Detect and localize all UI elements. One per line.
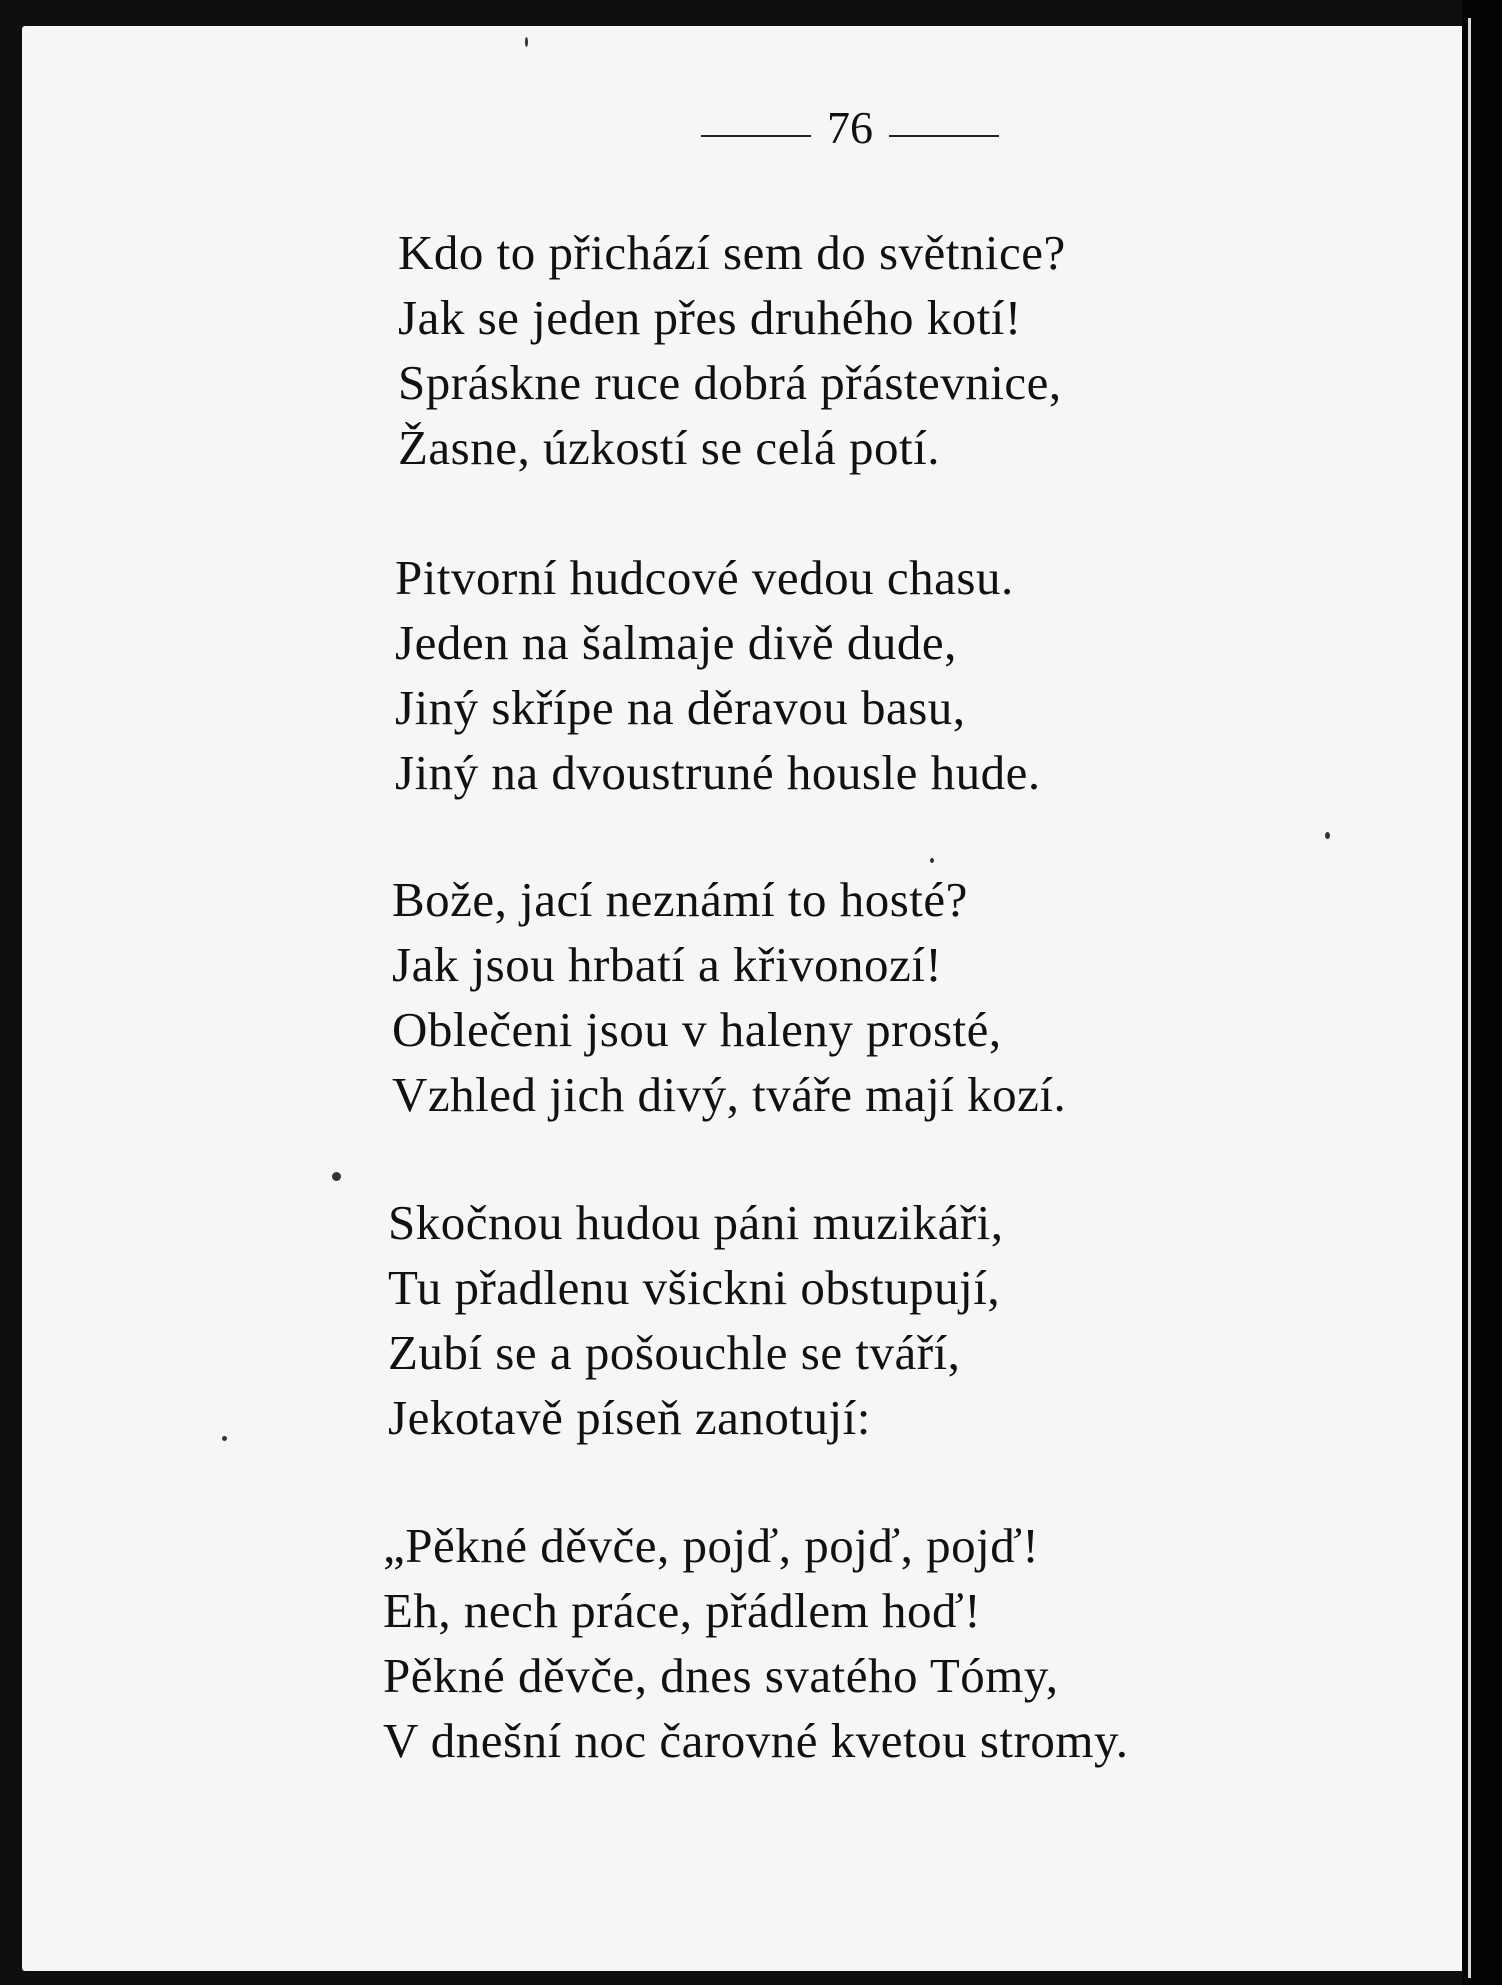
verse-line: Jak jsou hrbatí a křivonozí! xyxy=(392,937,943,992)
print-speck xyxy=(1325,832,1330,839)
print-speck xyxy=(930,858,934,863)
verse-line: Žasne, úzkostí se celá potí. xyxy=(398,420,940,475)
stanza-5 xyxy=(383,1513,1129,1773)
verse-line: Pěkné děvče, dnes svatého Tómy, xyxy=(383,1648,1059,1703)
verse-line: Jeden na šalmaje divě dude, xyxy=(395,615,957,670)
stanza-1 xyxy=(398,220,1066,480)
verse-line: Spráskne ruce dobrá přástevnice, xyxy=(398,355,1062,410)
verse-line: Jak se jeden přes druhého kotí! xyxy=(398,290,1022,345)
print-speck xyxy=(222,1436,227,1441)
verse-line: Jekotavě píseň zanotují: xyxy=(388,1390,871,1445)
verse-line: Jiný skřípe na děravou basu, xyxy=(395,680,966,735)
stanza-4 xyxy=(388,1190,1004,1450)
stanza-3 xyxy=(392,867,1066,1127)
verse-line: Bože, jací neznámí to hosté? xyxy=(392,872,968,927)
print-speck xyxy=(525,37,528,47)
verse-line: Zubí se a pošouchle se tváří, xyxy=(388,1325,961,1380)
verse-line: V dnešní noc čarovné kvetou stromy. xyxy=(383,1713,1129,1768)
verse-line: Jiný na dvoustruné housle hude. xyxy=(395,745,1041,800)
print-speck xyxy=(332,1172,341,1181)
verse-line: Skočnou hudou páni muzikáři, xyxy=(388,1195,1004,1250)
header-rule-left xyxy=(701,135,811,137)
page-number: 76 xyxy=(827,102,873,153)
page-header xyxy=(660,102,1040,153)
header-rule-right xyxy=(889,135,999,137)
verse-line: Eh, nech práce, přádlem hoď! xyxy=(383,1583,982,1638)
verse-line: Kdo to přichází sem do světnice? xyxy=(398,225,1066,280)
verse-line: Oblečeni jsou v haleny prosté, xyxy=(392,1002,1002,1057)
verse-line: Vzhled jich divý, tváře mají kozí. xyxy=(392,1067,1067,1122)
verse-line: Pitvorní hudcové vedou chasu. xyxy=(395,550,1014,605)
verse-line: Tu přadlenu všickni obstupují, xyxy=(388,1260,1001,1315)
stanza-2 xyxy=(395,545,1041,805)
page-edge xyxy=(1468,18,1471,1978)
verse-line: „Pěkné děvče, pojď, pojď, pojď! xyxy=(383,1518,1040,1573)
